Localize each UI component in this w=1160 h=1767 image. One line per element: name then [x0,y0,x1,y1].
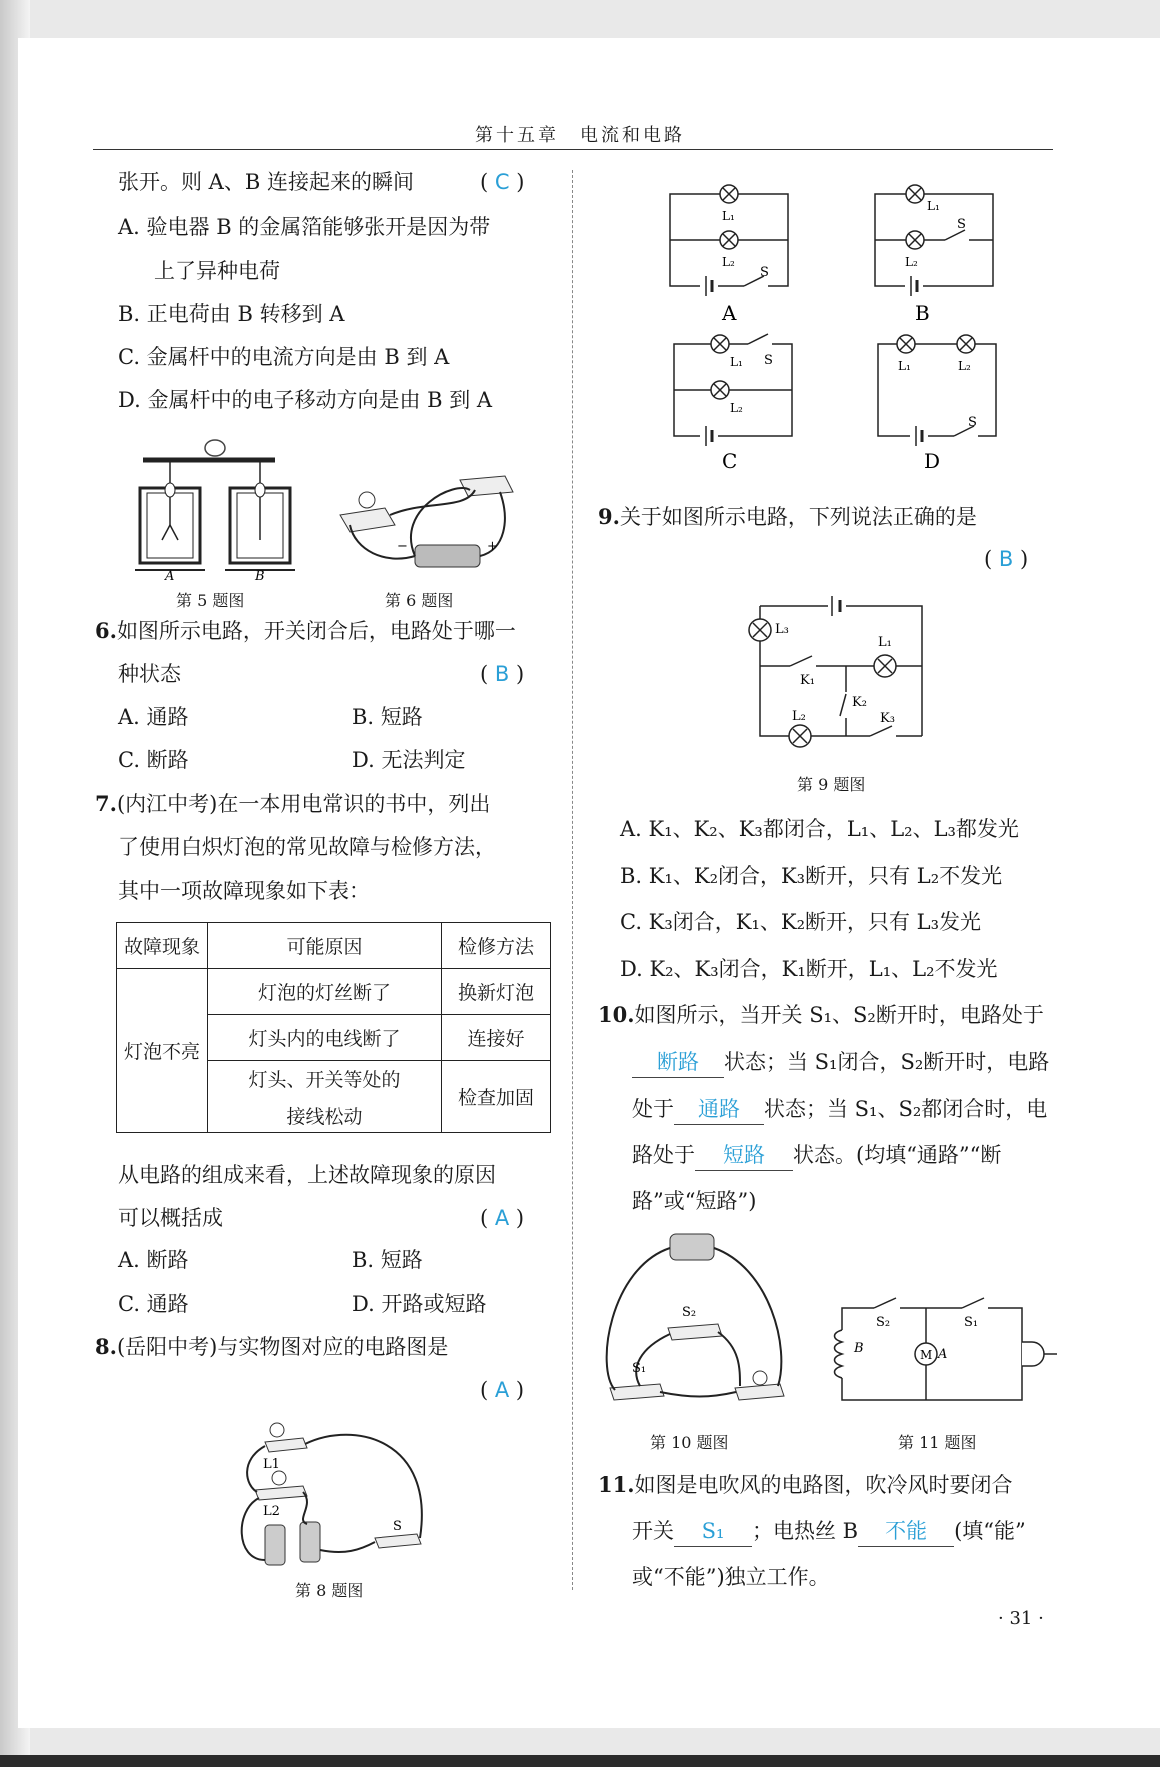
svg-text:S: S [764,353,773,368]
fig5-label-b: B [255,569,265,584]
table-cell: 检查加固 [442,1061,551,1133]
q7-after2: 可以概括成 [118,1206,223,1230]
q7-option-c: C. 通路 [118,1292,189,1316]
svg-text:−: − [397,539,408,554]
q7-answer: ( A ) [480,1206,525,1230]
q6-option-a: A. 通路 [118,705,189,729]
q5-answer: ( C ) [480,170,525,194]
q5-option-b: B. 正电荷由 B 转移到 A [118,302,345,326]
chapter-header: 第十五章 电流和电路 [475,125,685,146]
fig9-circuit [750,598,930,748]
svg-text:L₁: L₁ [878,635,892,650]
svg-text:S₂: S₂ [682,1305,697,1320]
q11-line2: 开关 S₁ ；电热丝 B 不能 (填“能” [632,1516,1026,1547]
q5-option-c: C. 金属杆中的电流方向是由 B 到 A [118,345,450,369]
q10-line1: 10.如图所示，当开关 S₁、S₂断开时，电路处于 [598,1002,1044,1027]
fig11-circuit [832,1290,1057,1420]
fig9-caption: 第 9 题图 [797,775,866,794]
q7-line3: 其中一项故障现象如下表： [118,879,370,903]
svg-text:K₁: K₁ [800,673,815,688]
svg-text:M: M [920,1348,933,1362]
table-cell: 灯泡的灯丝断了 [208,969,442,1015]
svg-text:B: B [854,1341,864,1356]
page-number: · 31 · [998,1608,1044,1629]
q11-blank-1: S₁ [674,1516,752,1547]
circuit-b [875,185,993,325]
svg-text:K₃: K₃ [880,711,895,726]
svg-text:L₂: L₂ [730,401,743,415]
header-rule [93,149,1053,150]
q7-after1: 从电路的组成来看，上述故障现象的原因 [118,1163,496,1187]
fig8-option-circuits [660,180,1000,480]
q10-blank-2: 通路 [674,1094,764,1125]
column-divider [572,170,573,1590]
fault-table [116,922,551,1133]
q7-line2: 了使用白炽灯泡的常见故障与检修方法， [118,835,496,859]
q5-option-a: A. 验电器 B 的金属箔能够张开是因为带 [118,215,491,239]
fig5-electroscopes [135,430,295,584]
option-label-b: B [915,301,930,325]
svg-text:L₁: L₁ [898,359,911,373]
svg-text:L₂: L₂ [958,359,971,373]
circuit-d [878,335,996,473]
fig8-label-l1: L1 [263,1457,280,1472]
q5-option-a-cont: 上了异种电荷 [154,259,280,283]
q9-line1: 9.关于如图所示电路，下列说法正确的是 [598,504,977,529]
q9-option-b: B. K₁、K₂闭合，K₃断开，只有 L₂不发光 [620,864,1003,888]
q10-blank-3: 短路 [695,1140,793,1171]
table-cell: 灯头内的电线断了 [208,1015,442,1061]
q10-line4: 路处于 短路 状态。(均填“通路”“断 [632,1140,1001,1171]
q9-answer: ( B ) [984,547,1029,571]
table-header: 故障现象 [117,923,208,969]
svg-text:S₁: S₁ [964,1315,979,1330]
svg-text:A: A [938,1347,948,1362]
table-cell-symptom: 灯泡不亮 [117,969,208,1133]
q6-line2: 种状态 [118,662,181,686]
q10-line3: 处于 通路 状态；当 S₁、S₂都闭合时，电 [632,1094,1047,1125]
svg-text:L₂: L₂ [792,709,806,724]
q6-option-c: C. 断路 [118,748,189,772]
table-cell: 灯头、开关等处的 接线松动 [208,1061,442,1133]
svg-text:L₁: L₁ [730,355,743,369]
option-label-d: D [924,449,941,473]
q5-stem: 张开。则 A、B 连接起来的瞬间 [118,170,414,194]
q7-line1: 7.(内江中考)在一本用电常识的书中，列出 [95,791,491,816]
fig6-circuit [335,470,515,580]
q7-option-a: A. 断路 [118,1248,189,1272]
q6-option-d: D. 无法判定 [352,748,466,772]
q9-option-c: C. K₃闭合，K₁、K₂断开，只有 L₃发光 [620,910,982,934]
circuit-a [670,185,788,325]
fig10-caption: 第 10 题图 [650,1433,729,1452]
q11-line1: 11.如图是电吹风的电路图，吹冷风时要闭合 [598,1472,1013,1497]
svg-text:S₂: S₂ [876,1315,891,1330]
fig6-caption: 第 6 题图 [385,591,454,610]
fig8-caption: 第 8 题图 [295,1581,364,1600]
svg-text:L₃: L₃ [775,622,789,637]
fig8-real-circuit [235,1420,435,1570]
svg-text:S: S [957,217,966,232]
q10-blank-1: 断路 [632,1047,724,1078]
option-label-c: C [722,449,738,473]
q9-option-d: D. K₂、K₃闭合，K₁断开，L₁、L₂不发光 [620,957,998,981]
q5-option-d: D. 金属杆中的电子移动方向是由 B 到 A [118,388,493,412]
fig5-caption: 第 5 题图 [176,591,245,610]
q6-line1: 6.如图所示电路，开关闭合后，电路处于哪一 [95,618,516,643]
svg-text:S: S [760,265,769,280]
q8-line1: 8.(岳阳中考)与实物图对应的电路图是 [95,1334,449,1359]
q10-line2: 断路 状态；当 S₁闭合，S₂断开时，电路 [632,1047,1049,1078]
table-cell: 连接好 [442,1015,551,1061]
q9-option-a: A. K₁、K₂、K₃都闭合，L₁、L₂、L₃都发光 [620,817,1019,841]
q6-option-b: B. 短路 [352,705,423,729]
fig10-circuit [600,1228,790,1408]
svg-text:K₂: K₂ [852,695,867,710]
bottom-bar [0,1755,1160,1767]
svg-text:L₂: L₂ [905,255,918,269]
svg-text:L₂: L₂ [722,255,735,269]
q11-line3: 或“不能”)独立工作。 [632,1565,830,1589]
fig8-label-l2: L2 [263,1504,280,1519]
q8-answer: ( A ) [480,1378,525,1402]
svg-text:S: S [968,415,977,430]
fig11-caption: 第 11 题图 [898,1433,977,1452]
svg-text:+: + [487,539,498,554]
circuit-c [674,334,792,473]
q11-blank-2: 不能 [858,1516,954,1547]
svg-text:L₁: L₁ [927,199,940,213]
q7-option-d: D. 开路或短路 [352,1292,487,1316]
svg-text:L₁: L₁ [722,209,735,223]
table-header: 检修方法 [442,923,551,969]
q7-option-b: B. 短路 [352,1248,423,1272]
table-header: 可能原因 [208,923,442,969]
q6-answer: ( B ) [480,662,525,686]
option-label-a: A [722,301,737,325]
fig5-label-a: A [165,569,175,584]
fig8-label-s: S [393,1519,402,1534]
svg-text:S₁: S₁ [632,1361,647,1376]
q10-line5: 路”或“短路”) [632,1189,757,1213]
table-cell: 换新灯泡 [442,969,551,1015]
